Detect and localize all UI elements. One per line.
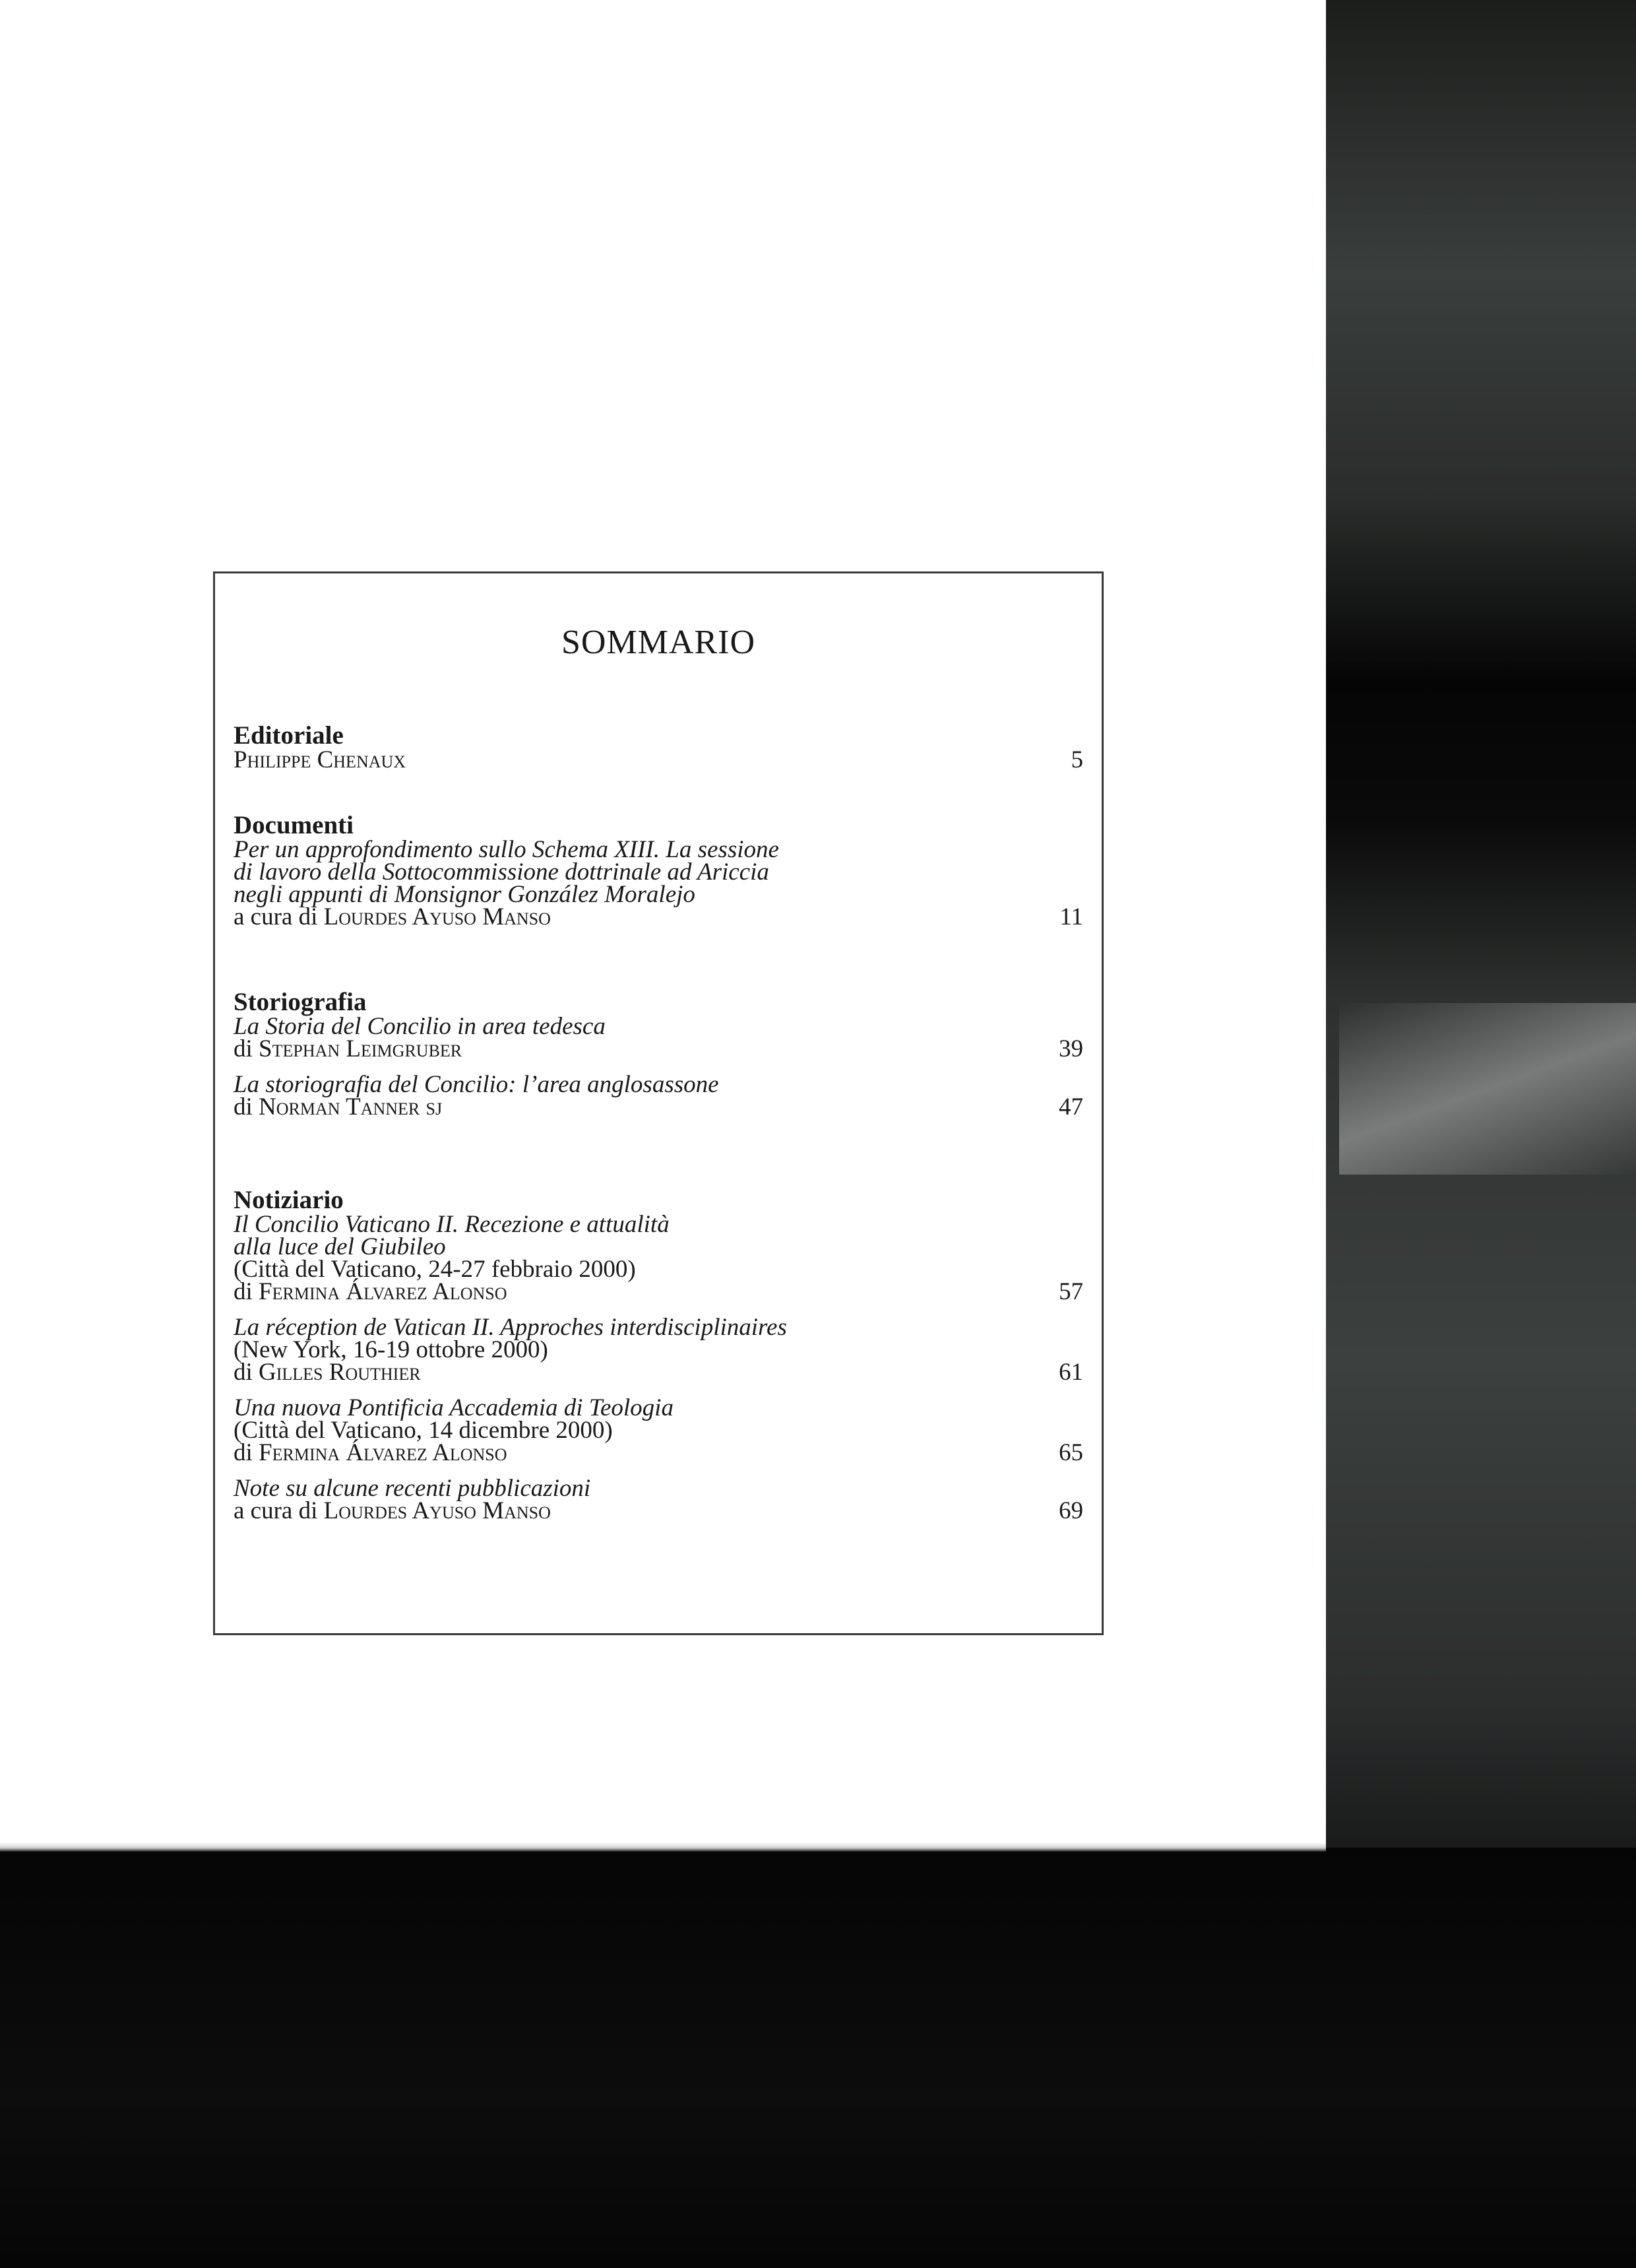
entry-title-line: alla luce del Giubileo bbox=[234, 1233, 446, 1260]
bleed-through-text bbox=[224, 313, 232, 342]
entry-title-line: La réception de Vatican II. Approches interdisciplinaires bbox=[234, 1314, 787, 1341]
entry-title-line: La storiografia del Concilio: l’area anglosassone bbox=[234, 1071, 719, 1098]
section-notiziario bbox=[234, 1187, 1083, 1522]
section-heading: Editoriale bbox=[234, 721, 344, 750]
scan-background-bottom bbox=[0, 1848, 1636, 2268]
toc-entry bbox=[234, 1211, 1083, 1305]
toc-entry bbox=[234, 746, 1083, 773]
entry-title-line: negli appunti di Monsignor González Moralejo bbox=[234, 881, 695, 908]
entry-author: di Fermina Álvarez Alonso bbox=[234, 1439, 507, 1466]
entry-title-line: Una nuova Pontificia Accademia di Teologia bbox=[234, 1394, 674, 1421]
page-number: 47 bbox=[1059, 1093, 1083, 1120]
section-heading: Storiografia bbox=[234, 988, 367, 1016]
toc-entry bbox=[234, 836, 1083, 930]
page-number: 69 bbox=[1059, 1497, 1083, 1524]
page-number: 57 bbox=[1059, 1278, 1083, 1305]
entry-detail: (Città del Vaticano, 14 dicembre 2000) bbox=[234, 1417, 613, 1444]
entry-title-line: Per un approfondimento sullo Schema XIII. La sessione bbox=[234, 836, 779, 863]
section-heading: Notiziario bbox=[234, 1186, 344, 1214]
toc-entry bbox=[234, 1013, 1083, 1062]
page-number: 5 bbox=[1071, 746, 1083, 773]
toc-entry bbox=[234, 1316, 1083, 1384]
toc-entry bbox=[234, 1071, 1083, 1120]
entry-author: di Gilles Routhier bbox=[234, 1359, 421, 1386]
entry-title-line: La Storia del Concilio in area tedesca bbox=[234, 1013, 606, 1040]
page-number: 39 bbox=[1059, 1035, 1083, 1062]
section-storiografia bbox=[234, 989, 1083, 1118]
entry-detail: (New York, 16-19 ottobre 2000) bbox=[234, 1336, 548, 1363]
entry-author: di Norman Tanner sj bbox=[234, 1093, 443, 1120]
toc-entry bbox=[234, 1477, 1083, 1522]
entry-title-line: Note su alcune recenti pubblicazioni bbox=[234, 1475, 591, 1502]
section-editoriale bbox=[234, 723, 1083, 771]
page-number: 61 bbox=[1059, 1359, 1083, 1386]
section-heading: Documenti bbox=[234, 811, 354, 839]
page-number: 11 bbox=[1059, 903, 1083, 930]
toc-title: SOMMARIO bbox=[561, 624, 756, 661]
entry-author: di Stephan Leimgruber bbox=[234, 1035, 462, 1062]
entry-author: Philippe Chenaux bbox=[234, 746, 406, 773]
entry-author: di Fermina Álvarez Alonso bbox=[234, 1278, 507, 1305]
paper-edge bbox=[0, 1842, 1326, 1852]
entry-title-line: di lavoro della Sottocommissione dottrinale ad Ariccia bbox=[234, 859, 769, 886]
entry-detail: (Città del Vaticano, 24-27 febbraio 2000) bbox=[234, 1256, 636, 1283]
page-number: 65 bbox=[1059, 1439, 1083, 1466]
entry-author: a cura di Lourdes Ayuso Manso bbox=[234, 1497, 551, 1524]
scan-glare bbox=[1339, 1003, 1636, 1175]
entry-title-line: Il Concilio Vaticano II. Recezione e attualità bbox=[234, 1211, 670, 1238]
section-documenti bbox=[234, 812, 1083, 928]
toc-entry bbox=[234, 1394, 1083, 1466]
entry-author: a cura di Lourdes Ayuso Manso bbox=[234, 903, 551, 930]
table-of-contents bbox=[213, 571, 1104, 1635]
